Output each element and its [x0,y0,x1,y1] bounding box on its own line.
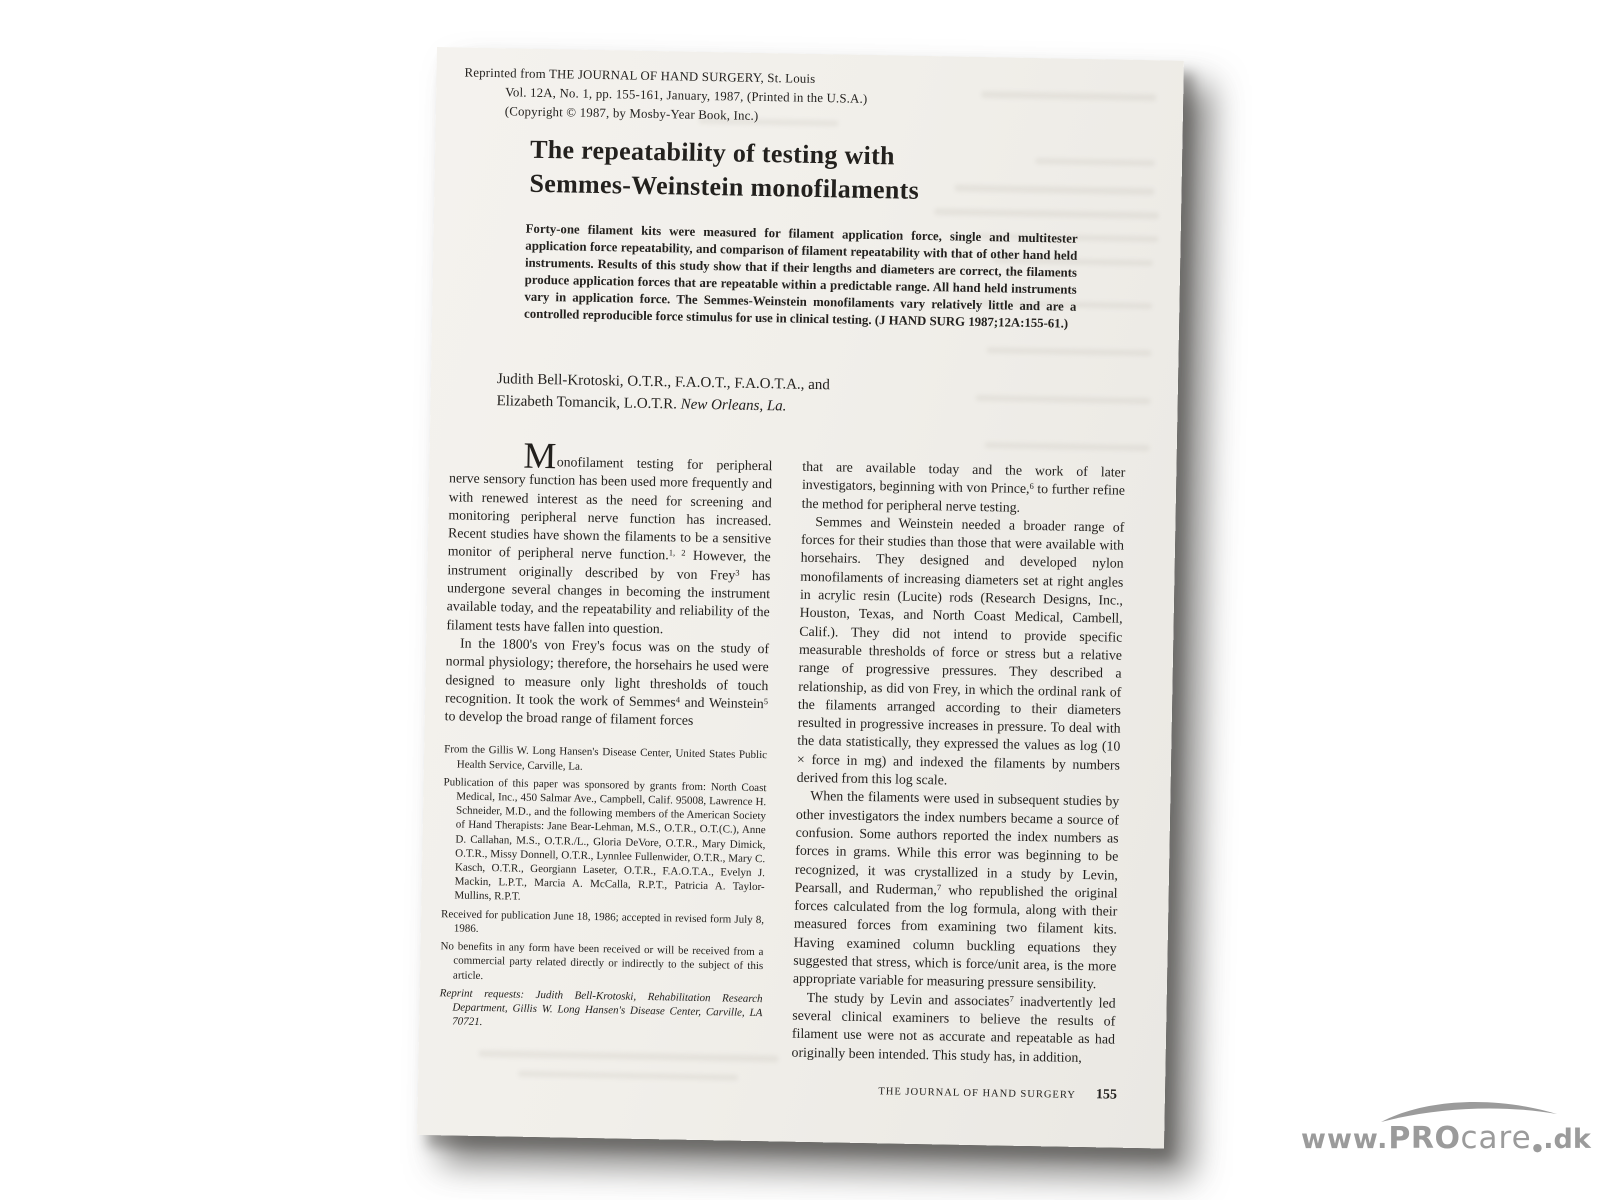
footnote: Received for publication June 18, 1986; accepted in revised form July 8, 1986. [441,907,765,935]
page-number: 155 [1095,1087,1118,1103]
footnotes-block [439,743,767,1035]
body-paragraph: Monofilament testing for peripheral nerve sensory function has been used more frequently and with renewed interest as the need for screening and monitoring peripheral nerve function has increased. Recent studies have shown the filaments to be a sensitive monitor of peripheral nerve function.$^{1, 2}$ However, the instrument originally described by von Frey$^3$ has undergone several changes in becoming the instrument available today, and the repeatability and reliability of the filament tests have fallen into question. [446,435,773,636]
bleed-through-line [934,208,1159,219]
author-line2: Elizabeth Tomancik, L.O.T.R. [496,392,681,413]
body-paragraph: Semmes and Weinstein needed a broader range of forces for their studies than those that were available with horsehairs. They designed and developed nylon monofilaments of increasing diameters set at right angles in acrylic resin (Lucite) rods (Research Designs, Inc., Houston, Texas, and North Coast Medical, Cambell, Calif.). They did not intend to provide specific measurable thresholds of force or stress but a relative range of progressive pressures. They described a relationship, as did von Frey, in which the ordinal rank of the filaments arranged according to their diameters resulted in progressive increases in pressure. To deal with the data statistically, they expressed the values as log (10 × force in mg) and indexed the filaments by numbers derived from this log scale. [796,513,1125,788]
bleed-through-line [954,185,1154,196]
journal-name: THE JOURNAL OF HAND SURGERY [878,1086,1076,1101]
abstract: Forty-one filament kits were measured for filament application force, single and multitester application force repeatability, and comparison of filament repeatability with that of other hand held instruments. Results of this study show that if their lengths and diameters are correct, the filaments produce application forces that are repeatable within a predictable range. All hand held instruments vary in application force. The Semmes-Weinstein monofilaments vary relatively little and are a controlled reproducible force stimulus for use in clinical testing. (J HAND SURG 1987;12A:155-61.) [524,221,1078,331]
footnote: From the Gillis W. Long Hansen's Disease Center, United States Public Health Service, Carville, La. [444,743,768,773]
journal-page [417,47,1184,1149]
left-column [439,435,773,1061]
author-block [496,369,830,418]
copyright-line: (Copyright © 1987, by Mosby-Year Book, Inc.) [504,104,759,123]
drop-cap: M [523,435,558,478]
citation-superscript: 6 [1029,481,1034,492]
volume-line: Vol. 12A, No. 1, pp. 155-161, January, 1987, (Printed in the U.S.A.) [505,85,868,106]
footnote: No benefits in any form have been received or will be received from a commercial party related directly or indirectly to the subject of this article. [440,940,764,982]
right-column [791,458,1125,1068]
watermark-text [1301,1120,1591,1156]
citation-superscript: 7 [1009,993,1014,1004]
citation-superscript: 7 [936,882,942,893]
body-paragraph: When the filaments were used in subsequent studies by other investigators the index numbers became a source of confusion. Some authors reported the index numbers as forces in grams. While this error was beginning to be recognized, it was crystallized in a study by Levin, Pearsall, and Ruderman,$^7$ who republished the original forces calculated from the log formula, along with their measured forces from examining two filament kits. Having examined column buckling equations they suggested that stress, which is force/unit area, is the more appropriate variable for measuring pressure sensibility. [792,788,1120,992]
citation-superscript: 1, 2 [668,547,686,559]
body-paragraph: The study by Levin and associates$^7$ inadvertently led several clinical examiners to believe the results of filament use were not as accurate and repeatable as had originally been intended. This study has, in addition, [791,989,1116,1065]
article-title-line2: Semmes-Weinstein monofilaments [529,168,920,205]
watermark-www: www. [1301,1124,1389,1155]
registered-dot-icon: ● [1532,1141,1543,1154]
reprint-source-line: Reprinted from THE JOURNAL OF HAND SURGERY, St. Louis [464,65,816,86]
footnote: Publication of this paper was sponsored by grants from: North Coast Medical, Inc., 450 Salmar Ave., Campbell, Calif. 95008, Lawrence H. Schneider, M.D., and the following members of the American Society of Hand Therapists: Jane Bear-Lehman, M.S., O.T.R., O.T.(C.), Anne D. Callahan, M.S., O.T.R./L., Gloria DeVore, O.T.R., Mary Dimick, O.T.R., Missy Donnell, O.T.R., Lynnlee Fullenwider, O.T.R., Mary C. Kasch, O.T.R., Georgiann Laseter, O.T.R., F.A.O.T.A., Evelyn J. Mackin, L.P.T., Marcia A. McCalla, R.P.T., Patricia A. Taylor-Mullins, R.P.T. [443,776,767,904]
watermark-care: care [1460,1120,1532,1156]
reprint-header [464,64,868,128]
body-paragraph: that are available today and the work of later investigators, beginning with von Prince,$^6$ to further refine the method for peripheral nerve testing. [801,458,1126,515]
citation-superscript: 5 [763,695,769,707]
article-title [529,133,920,207]
citation-superscript: 3 [735,567,740,578]
bleed-through-line [1035,158,1155,166]
footnote-reprint-requests: Reprint requests: Judith Bell-Krotoski, Rehabilitation Research Department, Gillis W. Long Hansen's Disease Center, Carville, LA 70721. [439,986,763,1029]
author-location: New Orleans, La. [680,396,787,414]
bleed-through-line [981,91,1156,101]
bleed-through-line [986,347,1151,356]
bleed-through-line [985,442,1150,451]
body-paragraph: In the 1800's von Frey's focus was on the study of normal physiology; therefore, the horsehairs he used were designed to measure only light thresholds of touch recognition. It took the work of Semmes$^4$ and Weinstein$^5$ to develop the broad range of filament forces [444,635,770,728]
watermark-pro: PRO [1388,1121,1461,1156]
article-title-line1: The repeatability of testing with [529,134,896,171]
body-columns [439,435,1156,1068]
citation-superscript: 4 [675,694,681,705]
page-footer [418,1073,1117,1104]
bleed-through-line [976,395,1151,404]
procare-watermark [1301,1096,1591,1166]
watermark-dk: .dk [1543,1124,1591,1155]
author-line1: Judith Bell-Krotoski, O.T.R., F.A.O.T., F.A.O.T.A., and [496,371,831,394]
